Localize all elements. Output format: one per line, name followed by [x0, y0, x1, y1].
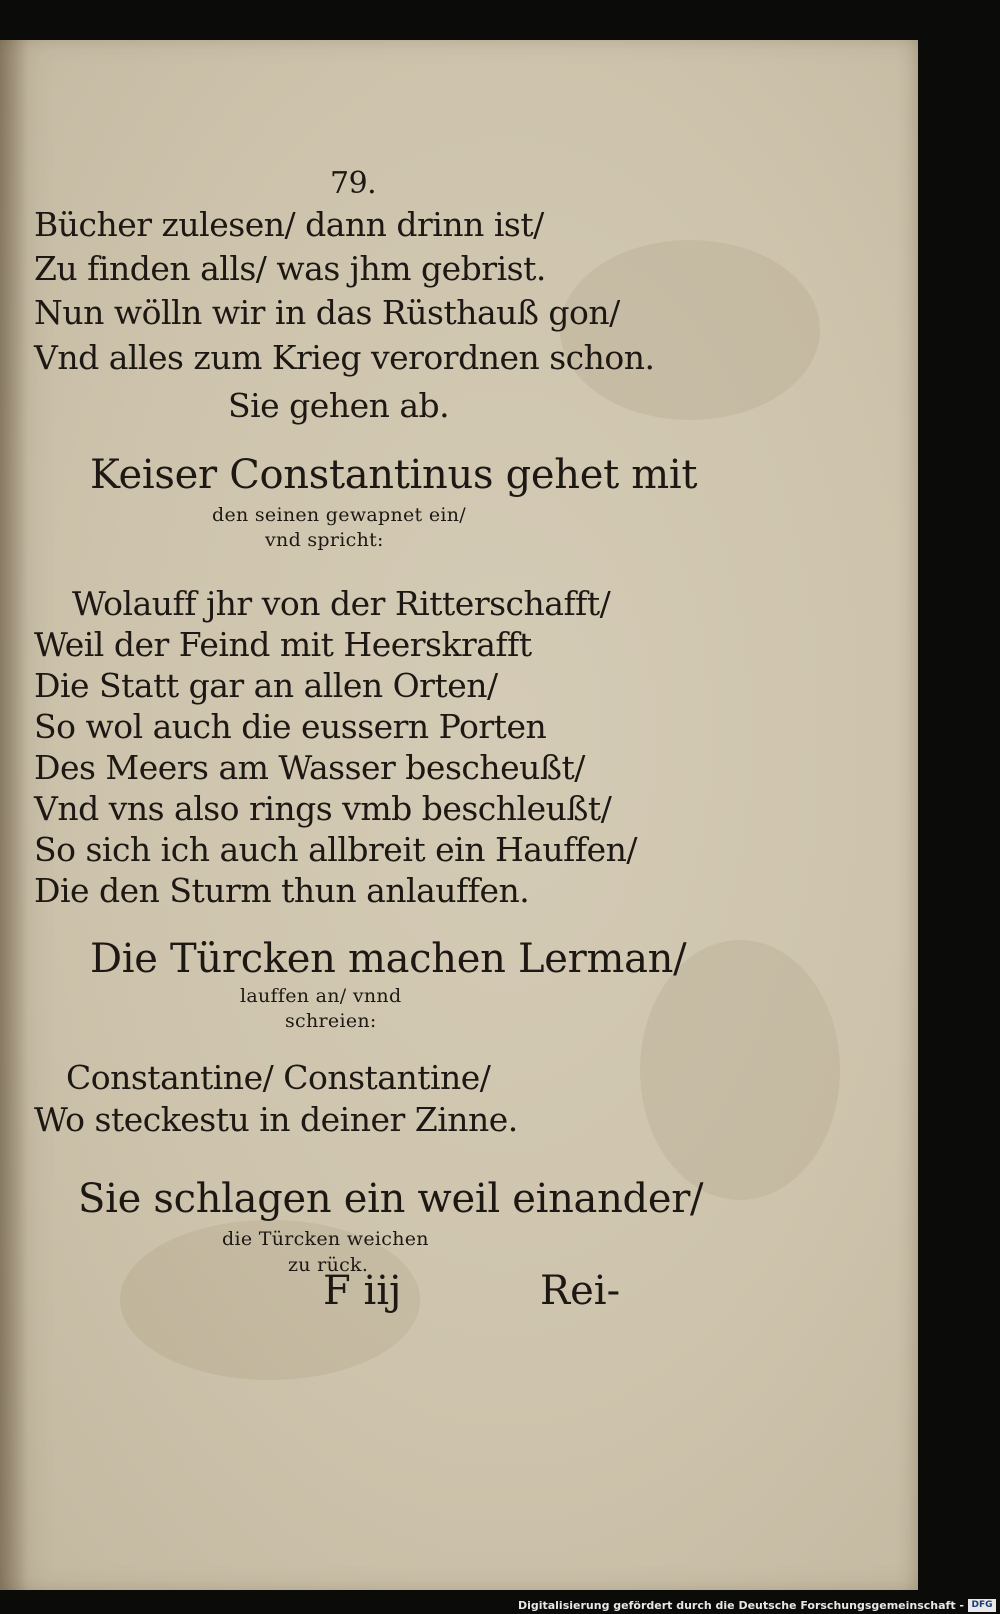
page-gutter-shadow: [0, 40, 28, 1590]
stage-direction: Sie gehen ab.: [228, 386, 450, 425]
verse-line: Weil der Feind mit Heerskrafft: [34, 625, 532, 664]
page-number: 79.: [330, 166, 377, 201]
verse-line: Des Meers am Wasser bescheußt/: [34, 748, 585, 787]
verse-line: Vnd vns also rings vmb beschleußt/: [34, 789, 612, 828]
verse-line: Bücher zulesen/ dann drinn ist/: [34, 205, 544, 244]
digitization-credit: Digitalisierung gefördert durch die Deutsche Forschungsgemeinschaft -: [517, 1599, 964, 1612]
section-subheading: lauffen an/ vnnd: [240, 985, 402, 1007]
verse-line: Nun wölln wir in das Rüsthauß gon/: [34, 293, 620, 332]
dfg-logo: DFG: [968, 1599, 996, 1612]
verse-line: Constantine/ Constantine/: [66, 1058, 491, 1097]
verse-line: Die den Sturm thun anlauffen.: [34, 871, 530, 910]
verse-line: Die Statt gar an allen Orten/: [34, 666, 498, 705]
verse-line: So wol auch die eussern Porten: [34, 707, 547, 746]
section-heading: Sie schlagen ein weil einander/: [78, 1176, 704, 1222]
section-subheading: den seinen gewapnet ein/: [212, 504, 466, 526]
section-subheading: vnd spricht:: [265, 529, 384, 551]
verse-line: Wolauff jhr von der Ritterschafft/: [72, 584, 611, 623]
verse-line: Vnd alles zum Krieg verordnen schon.: [34, 338, 655, 377]
verse-line: Wo steckestu in deiner Zinne.: [34, 1100, 518, 1139]
section-subheading: die Türcken weichen: [222, 1228, 429, 1250]
book-page: [0, 40, 918, 1590]
catchword: Rei-: [540, 1268, 621, 1314]
section-subheading: zu rück.: [288, 1254, 369, 1276]
verse-line: So sich ich auch allbreit ein Hauffen/: [34, 830, 637, 869]
section-subheading: schreien:: [285, 1010, 377, 1032]
section-heading: Die Türcken machen Lerman/: [90, 936, 687, 982]
verse-line: Zu finden alls/ was jhm gebrist.: [34, 249, 546, 288]
signature-mark: F iij: [323, 1268, 402, 1314]
section-heading: Keiser Constantinus gehet mit: [90, 452, 698, 498]
